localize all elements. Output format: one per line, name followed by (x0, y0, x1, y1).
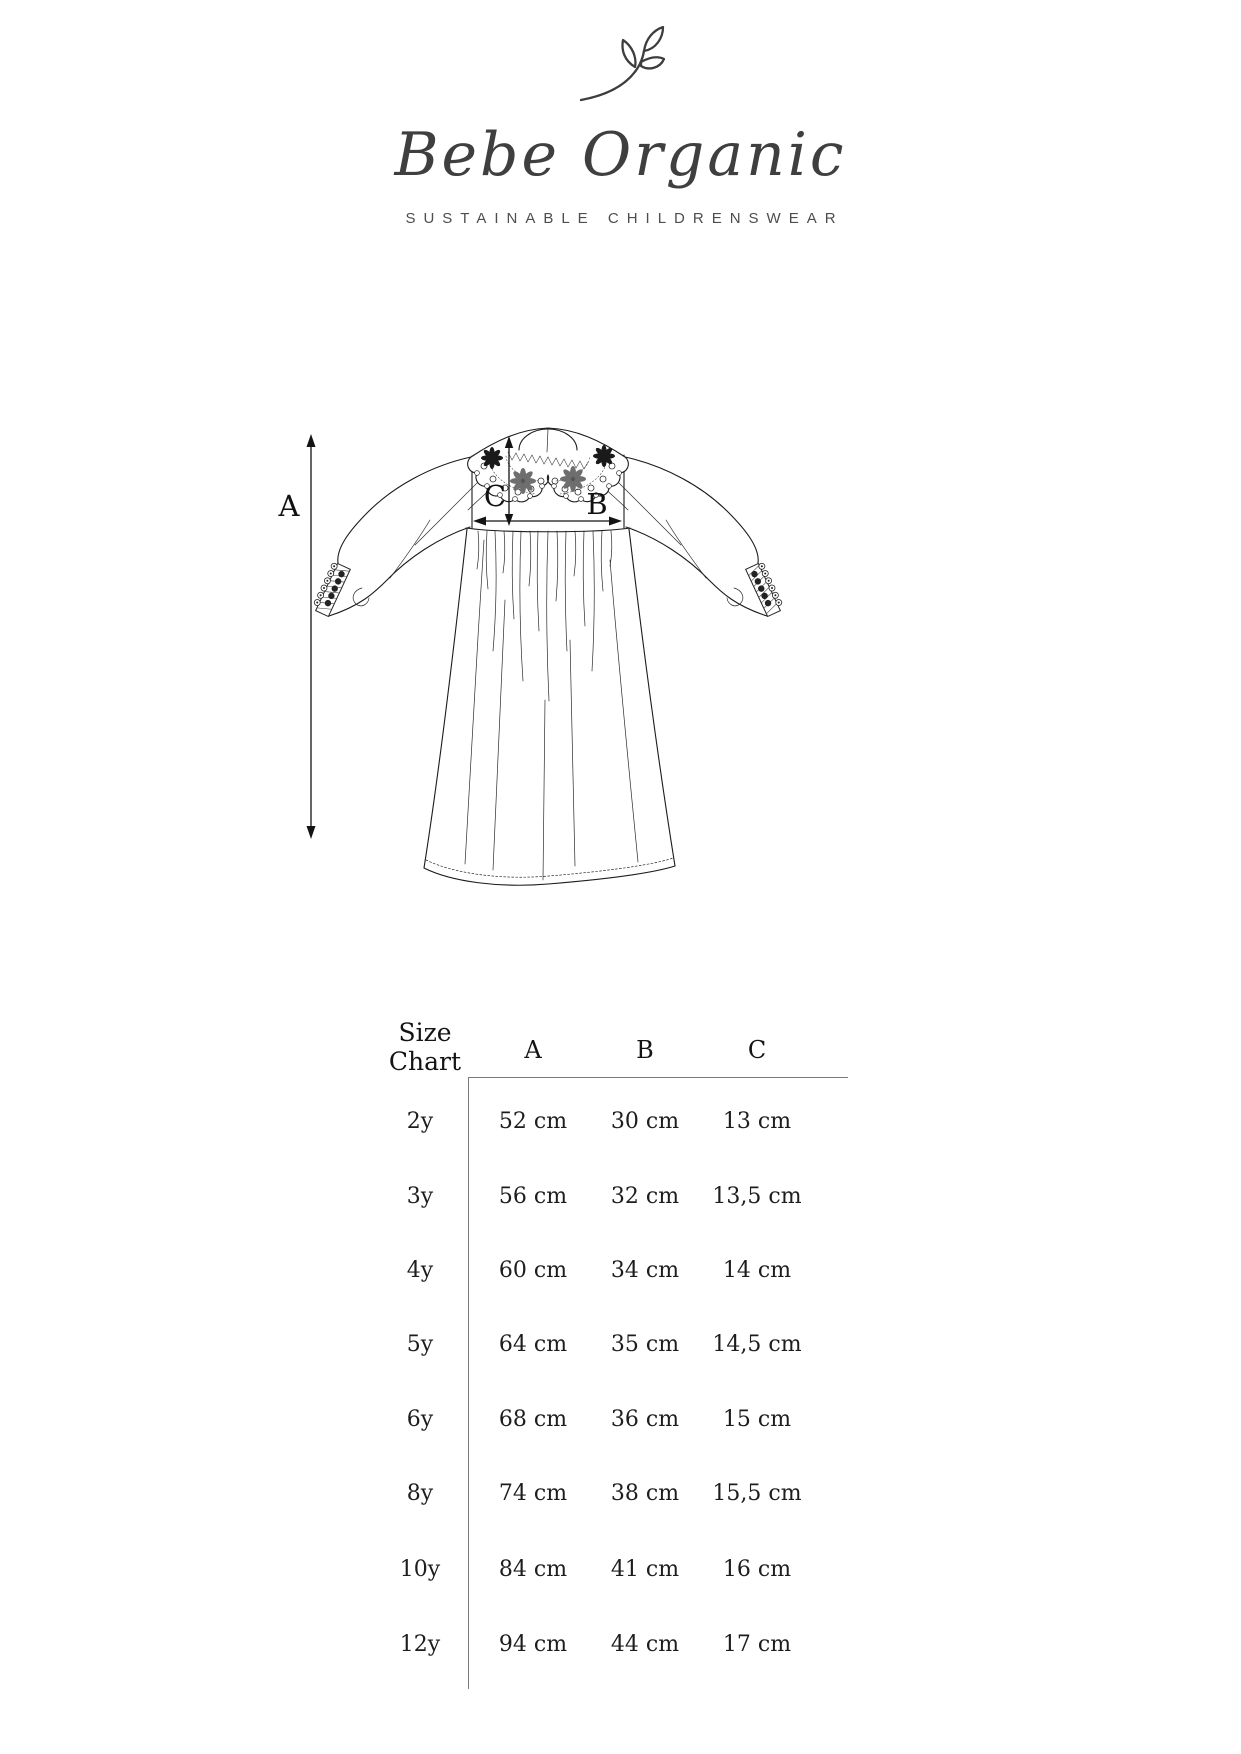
value-a: 68 cm (498, 1407, 568, 1432)
measurement-arrow-a (278, 434, 316, 839)
table-row (0, 1555, 1241, 1585)
size-chart-title-line1: Size (398, 1018, 452, 1047)
value-b: 41 cm (610, 1557, 680, 1582)
value-a: 74 cm (498, 1481, 568, 1506)
size-label: 5y (406, 1332, 434, 1357)
value-a: 56 cm (498, 1184, 568, 1209)
value-c: 13 cm (722, 1109, 792, 1134)
label-a: A (278, 489, 300, 523)
skirt (424, 529, 675, 885)
column-header-a: A (524, 1036, 542, 1064)
table-header-rule (468, 1077, 848, 1078)
size-label: 10y (399, 1557, 441, 1582)
value-c: 17 cm (722, 1632, 792, 1657)
table-row (0, 1630, 1241, 1660)
leaf-branch-icon (575, 26, 667, 106)
collar-flower-dark-left (481, 447, 503, 469)
table-row (0, 1107, 1241, 1137)
value-b: 36 cm (610, 1407, 680, 1432)
value-b: 34 cm (610, 1258, 680, 1283)
value-c: 15 cm (722, 1407, 792, 1432)
brand-tagline: SUSTAINABLE CHILDRENSWEAR (405, 210, 844, 227)
value-a: 60 cm (498, 1258, 568, 1283)
value-c: 15,5 cm (712, 1481, 802, 1506)
column-header-c: C (747, 1036, 767, 1064)
value-b: 38 cm (610, 1481, 680, 1506)
table-row (0, 1479, 1241, 1509)
value-b: 44 cm (610, 1632, 680, 1657)
value-a: 64 cm (498, 1332, 568, 1357)
value-a: 94 cm (498, 1632, 568, 1657)
label-b: B (586, 487, 608, 521)
value-a: 84 cm (498, 1557, 568, 1582)
table-row (0, 1256, 1241, 1286)
value-b: 32 cm (610, 1184, 680, 1209)
label-c: C (483, 479, 507, 513)
size-label: 6y (406, 1407, 434, 1432)
left-cuff-lace (311, 561, 350, 616)
size-chart-title-line2: Chart (388, 1047, 462, 1076)
value-a: 52 cm (498, 1109, 568, 1134)
collar-flower-dark-right (593, 445, 615, 467)
dress-technical-drawing (255, 358, 925, 893)
table-row (0, 1182, 1241, 1212)
table-row (0, 1405, 1241, 1435)
size-label: 12y (399, 1632, 441, 1657)
value-c: 16 cm (722, 1557, 792, 1582)
table-vertical-rule (468, 1077, 469, 1689)
table-row (0, 1330, 1241, 1360)
brand-wordmark: Bebe Organic (394, 120, 847, 190)
value-b: 35 cm (610, 1332, 680, 1357)
value-b: 30 cm (610, 1109, 680, 1134)
column-header-b: B (636, 1036, 654, 1064)
value-c: 13,5 cm (712, 1184, 802, 1209)
value-c: 14 cm (722, 1258, 792, 1283)
size-label: 3y (406, 1184, 434, 1209)
size-label: 4y (406, 1258, 434, 1283)
collar-flower-gray-right (560, 466, 586, 492)
value-c: 14,5 cm (712, 1332, 802, 1357)
size-label: 8y (406, 1481, 434, 1506)
collar-flower-gray-left (510, 468, 536, 494)
right-cuff-lace (746, 561, 785, 616)
size-label: 2y (406, 1109, 434, 1134)
